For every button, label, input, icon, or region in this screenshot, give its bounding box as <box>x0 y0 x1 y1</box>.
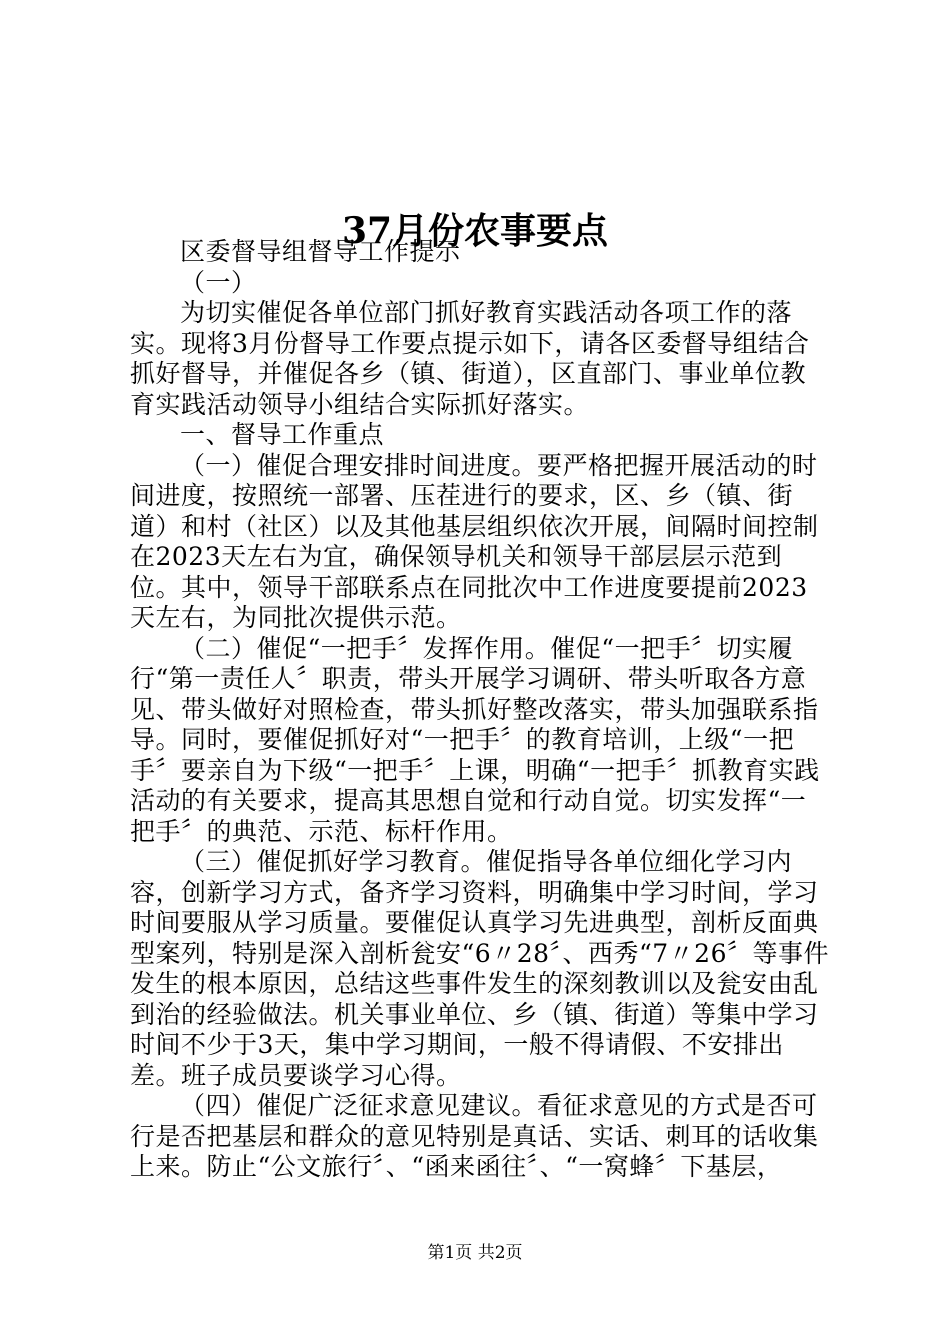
section-heading: 一、督导工作重点 <box>180 420 385 449</box>
document-body <box>130 237 830 1183</box>
paragraph-subtitle: 区委督导组督导工作提示 <box>180 237 461 266</box>
paragraph-intro: 为切实催促各单位部门抓好教育实践活动各项工作的落实。现将3月份督导工作要点提示如下，请各区委督导组结合抓好督导，并催促各乡（镇、街道），区直部门、事业单位教育实践活动领导小组结合实际抓好落实。 <box>130 298 810 419</box>
paragraph-item-1: （一）催促合理安排时间进度。要严格把握开展活动的时间进度，按照统一部署、压茬进行的要求，区、乡（镇、街道）和村（社区）以及其他基层组织依次开展，间隔时间控制在2023天左右为宜，确保领导机关和领导干部层层示范到位。其中，领导干部联系点在同批次中工作进度要提前2023天左右，为同批次提供示范。 <box>130 450 819 632</box>
page-title: 37月份农事要点 <box>341 210 609 253</box>
page-footer: 第1页 共2页 <box>427 1243 523 1263</box>
paragraph-section-number: （一） <box>180 267 257 297</box>
paragraph-item-3: （三）催促抓好学习教育。催促指导各单位细化学习内容，创新学习方式，备齐学习资料，明确集中学习时间，学习时间要服从学习质量。要催促认真学习先进典型，剖析反面典型案列，特别是深入剖析瓮安“6〃28〞、西秀“7〃26〞等事件发生的根本原因，总结这些事件发生的深刻教训以及瓮安由乱到治的经验做法。机关事业单位、乡（镇、街道）等集中学习时间不少于3天，集中学习期间，一般不得请假、不安排出差。班子成员要谈学习心得。 <box>130 847 829 1090</box>
paragraph-item-4: （四）催促广泛征求意见建议。看征求意见的方式是否可行是否把基层和群众的意见特别是真话、实话、刺耳的话收集上来。防止“公文旅行〞、“函来函往〞、“一窝蜂〞下基层， <box>130 1091 819 1181</box>
paragraph-item-2: （二）催促“一把手〞发挥作用。催促“一把手〞切实履行“第一责任人〞职责，带头开展学习调研、带头听取各方意见、带头做好对照检查，带头抓好整改落实，带头加强联系指导。同时，要催促抓好对“一把手〞的教育培训，上级“一把手〞要亲自为下级“一把手〞上课，明确“一把手〞抓教育实践活动的有关要求，提高其思想自觉和行动自觉。切实发挥“一把手〞的典范、示范、标杆作用。 <box>130 633 820 846</box>
